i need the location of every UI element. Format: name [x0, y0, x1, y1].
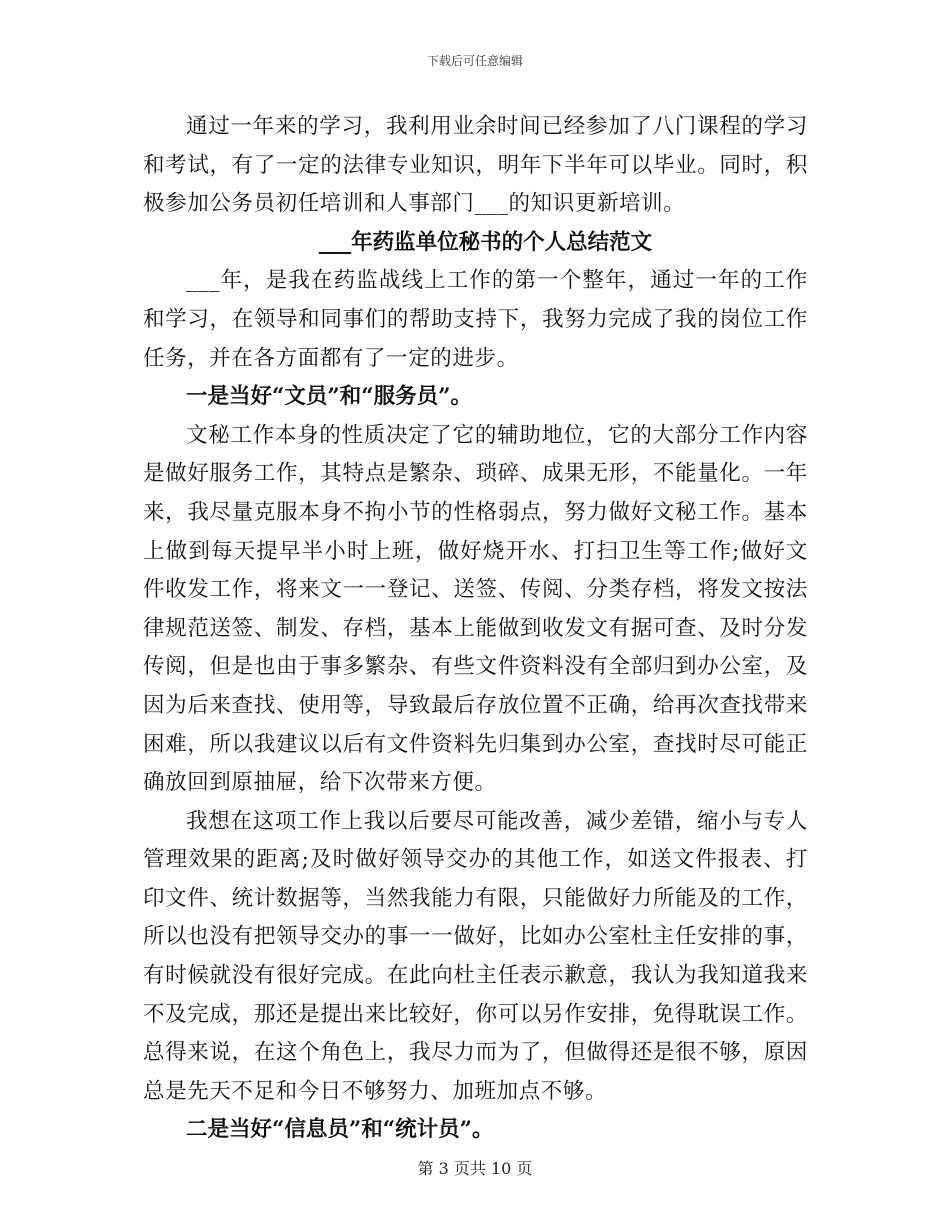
- document-body: [143, 108, 808, 1150]
- section-heading: 一是当好“文员”和“服务员”。: [186, 384, 472, 410]
- page-number: 第 3 页共 10 页: [417, 1159, 533, 1178]
- paragraph: 文秘工作本身的性质决定了它的辅助地位，它的大部分工作内容是做好服务工作，其特点是繁杂、琐碎、成果无形，不能量化。一年来，我尽量克服本身不拘小节的性格弱点，努力做好文秘工作。基本上做到每天提早半小时上班，做好烧开水、打扫卫生等工作;做好文件收发工作，将来文一一登记、送签、传阅、分类存档，将发文按法律规范送签、制发、存档，基本上能做到收发文有据可查、及时分发传阅，但是也由于事多繁杂、有些文件资料没有全部归到办公室，及因为后来查找、使用等，导致最后存放位置不正确，给再次查找带来困难，所以我建议以后有文件资料先归集到办公室，查找时尽可能正确放回到原抽屉，给下次带来方便。: [143, 422, 808, 796]
- document-title: ___年药监单位秘书的个人总结范文: [318, 229, 653, 255]
- paragraph: 通过一年来的学习，我利用业余时间已经参加了八门课程的学习和考试，有了一定的法律专业知识，明年下半年可以毕业。同时，积极参加公务员初任培训和人事部门___的知识更新培训。: [143, 114, 808, 217]
- paragraph: ___年，是我在药监战线上工作的第一个整年，通过一年的工作和学习，在领导和同事们的帮助支持下，我努力完成了我的岗位工作任务，并在各方面都有了一定的进步。: [143, 268, 808, 371]
- paragraph: 我想在这项工作上我以后要尽可能改善，减少差错，缩小与专人管理效果的距离;及时做好领导交办的其他工作，如送文件报表、打印文件、统计数据等，当然我能力有限，只能做好力所能及的工作，所以也没有把领导交办的事一一做好，比如办公室杜主任安排的事，有时候就没有很好完成。在此向杜主任表示歉意，我认为我知道我来不及完成，那还是提出来比较好，你可以另作安排，免得耽误工作。总得来说，在这个角色上，我尽力而为了，但做得还是很不够，原因总是先天不足和今日不够努力、加班加点不够。: [143, 808, 808, 1104]
- section-heading: 二是当好“信息员”和“统计员”。: [186, 1117, 494, 1143]
- page-header: 下载后可任意编辑: [426, 54, 523, 68]
